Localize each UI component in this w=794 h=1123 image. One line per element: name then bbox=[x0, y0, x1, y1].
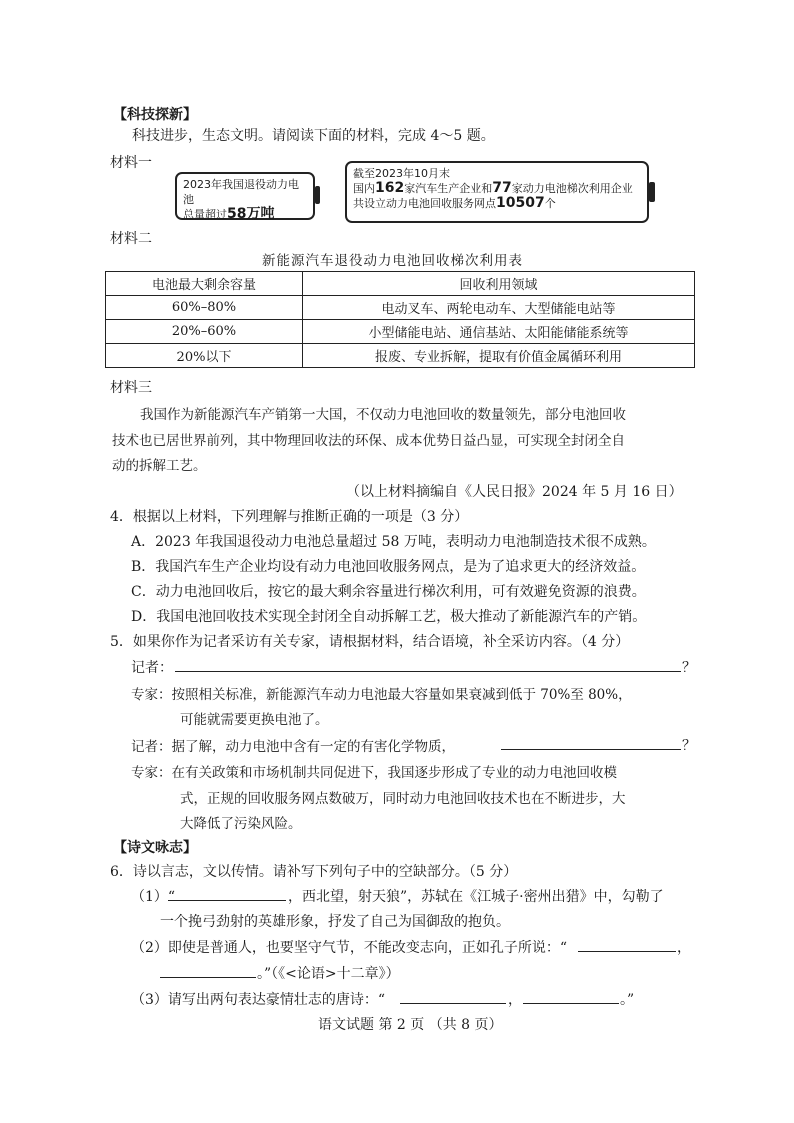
battery-right-terminal bbox=[649, 182, 655, 202]
material-source: （以上材料摘编自《人民日报》2024 年 5 月 16 日） bbox=[346, 484, 683, 500]
q5-reporter1: 记者： bbox=[131, 660, 173, 676]
q6-s3-end: 。” bbox=[620, 992, 635, 1008]
q5-expert2-line3: 大降低了污染风险。 bbox=[180, 816, 302, 832]
table-title: 新能源汽车退役动力电池回收梯次利用表 bbox=[262, 253, 523, 269]
table-cell: 电动叉车、两轮电动车、大型储能电站等 bbox=[303, 296, 695, 320]
material3-line2: 技术也已居世界前列，其中物理回收法的环保、成本优势日益凸显，可实现全封闭全自 bbox=[112, 433, 625, 449]
table-row bbox=[106, 320, 695, 344]
q5-expert2-line2: 式，正规的回收服务网点数破万，同时动力电池回收技术也在不断进步，大 bbox=[180, 791, 626, 807]
material2-label: 材料二 bbox=[110, 231, 152, 247]
section-heading-poetry: 【诗文咏志】 bbox=[113, 840, 197, 856]
table-row bbox=[106, 344, 695, 368]
table-header-row bbox=[106, 272, 695, 296]
battery-right-line3: 共设立动力电池回收服务网点10507个 bbox=[353, 195, 556, 211]
q5-expert1-line1: 专家：按照相关标准，新能源汽车动力电池最大容量如果衰减到低于 70%至 80%， bbox=[131, 687, 632, 703]
table-cell: 报废、专业拆解，提取有价值金属循环利用 bbox=[303, 344, 695, 368]
q4-option-d: D．我国电池回收技术实现全封闭全自动拆解工艺，极大推动了新能源汽车的产销。 bbox=[131, 609, 647, 625]
section-intro: 科技进步，生态文明。请阅读下面的材料，完成 4～5 题。 bbox=[132, 128, 495, 144]
q4-option-a: A．2023 年我国退役动力电池总量超过 58 万吨，表明动力电池制造技术很不成熟。 bbox=[131, 534, 656, 550]
battery-left-line1: 2023年我国退役动力电池 bbox=[183, 178, 299, 206]
battery-box-right bbox=[345, 161, 649, 223]
material3-line1: 我国作为新能源汽车产销第一大国，不仅动力电池回收的数量领先，部分电池回收 bbox=[140, 407, 626, 423]
q6-blank-3[interactable] bbox=[160, 977, 256, 978]
q6-blank-2[interactable] bbox=[578, 951, 676, 952]
q5-expert2-line1: 专家：在有关政策和市场机制共同促进下，我国逐步形成了专业的动力电池回收模 bbox=[131, 765, 617, 781]
q5-reporter2: 记者：据了解，动力电池中含有一定的有害化学物质， bbox=[131, 739, 455, 755]
table-cell: 20%以下 bbox=[106, 344, 303, 368]
table-row bbox=[106, 296, 695, 320]
battery-left-line2: 总量超过58万吨 bbox=[183, 206, 275, 222]
q6-s1-open: （1）“ bbox=[131, 889, 176, 905]
table-header-capacity: 电池最大剩余容量 bbox=[106, 272, 303, 296]
q4-stem: 4．根据以上材料，下列理解与推断正确的一项是（3 分） bbox=[110, 509, 469, 525]
q4-option-c: C．动力电池回收后，按它的最大剩余容量进行梯次利用，可有效避免资源的浪费。 bbox=[131, 584, 646, 600]
q5-answer-blank-1[interactable] bbox=[175, 671, 681, 672]
battery-left-terminal bbox=[315, 186, 320, 204]
q6-s1-rest: ，西北望，射天狼”，苏轼在《江城子·密州出猎》中，勾勒了 bbox=[288, 889, 664, 905]
q6-s2-end: 。”（《<论语>十二章》） bbox=[257, 966, 400, 982]
q6-s2-comma: ， bbox=[677, 940, 691, 956]
q6-s1-line2: 一个挽弓劲射的英雄形象，抒发了自己为国御敌的抱负。 bbox=[160, 914, 510, 930]
q6-blank-5[interactable] bbox=[523, 1003, 619, 1004]
q4-option-b: B．我国汽车生产企业均设有动力电池回收服务网点，是为了追求更大的经济效益。 bbox=[131, 559, 646, 575]
q6-blank-1[interactable] bbox=[168, 900, 286, 901]
battery-box-left bbox=[175, 172, 315, 220]
material1-label: 材料一 bbox=[110, 155, 152, 171]
q6-blank-4[interactable] bbox=[400, 1003, 506, 1004]
table-cell: 20%–60% bbox=[106, 320, 303, 344]
recycling-table bbox=[105, 271, 695, 368]
table-cell: 60%–80% bbox=[106, 296, 303, 320]
q6-s2-text: （2）即使是普通人，也要坚守气节，不能改变志向，正如孔子所说：“ bbox=[131, 940, 568, 956]
material3-label: 材料三 bbox=[110, 380, 152, 396]
q5-answer-blank-2[interactable] bbox=[501, 749, 681, 750]
q6-s3-text: （3）请写出两句表达豪情壮志的唐诗：“ bbox=[131, 992, 386, 1008]
q5-stem: 5．如果你作为记者采访有关专家，请根据材料，结合语境，补全采访内容。（4 分） bbox=[110, 634, 630, 650]
q5-qmark-1: ？ bbox=[682, 660, 696, 676]
material3-line3: 动的拆解工艺。 bbox=[112, 458, 207, 474]
q5-expert1-line2: 可能就需要更换电池了。 bbox=[180, 712, 329, 728]
q5-qmark-2: ？ bbox=[682, 738, 696, 754]
table-header-field: 回收利用领域 bbox=[303, 272, 695, 296]
page-footer: 语文试题 第 2 页 （共 8 页） bbox=[318, 1017, 503, 1033]
section-heading-tech: 【科技探新】 bbox=[113, 107, 197, 123]
q6-s3-comma: ， bbox=[508, 992, 522, 1008]
table-cell: 小型储能电站、通信基站、太阳能储能系统等 bbox=[303, 320, 695, 344]
battery-right-line2: 国内162家汽车生产企业和77家动力电池梯次利用企业 bbox=[353, 180, 633, 196]
battery-right-line1: 截至2023年10月末 bbox=[353, 167, 450, 180]
q6-stem: 6．诗以言志，文以传情。请补写下列句子中的空缺部分。（5 分） bbox=[110, 864, 518, 880]
